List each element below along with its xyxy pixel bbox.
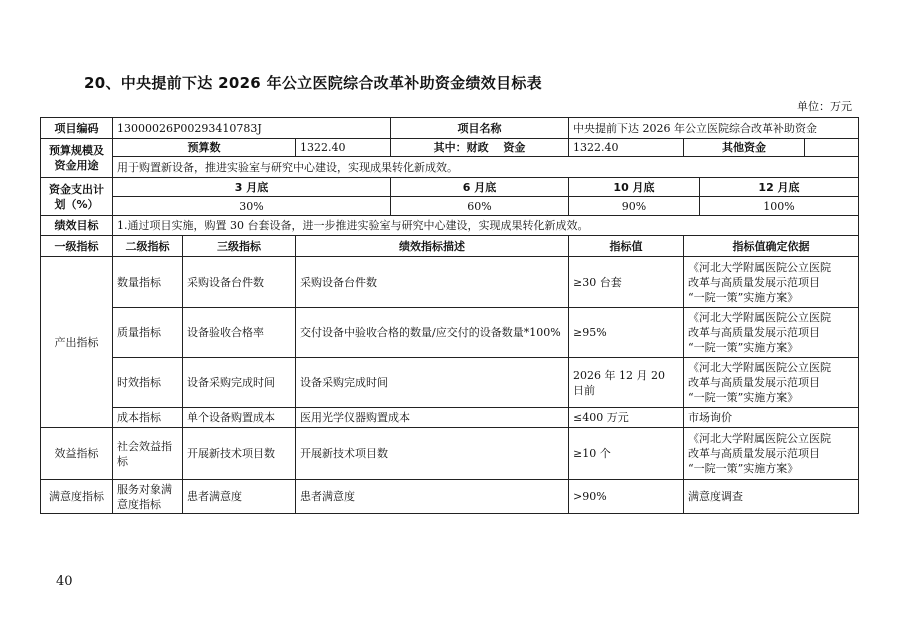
output-basis-quantity [684,257,859,308]
output-level3-timeliness: 设备采购完成时间 [183,358,296,408]
satisfaction-level2 [113,480,183,514]
header-level1: 一级指标 [41,236,113,257]
budget-central-label: 其中：财政 资金 [391,139,569,157]
benefit-level2-line1: 社会效益指 [117,439,172,453]
plan-value-q2: 60% [391,197,569,216]
budget-purpose: 用于购置新设备，推进实验室与研究中心建设，实现成果转化新成效。 [113,157,859,178]
goal-text: 1.通过项目实施，购置 30 台套设备，进一步推进实验室与研究中心建设，实现成果转化新成效。 [113,216,859,236]
page-number: 40 [56,574,73,589]
output-desc-quantity: 采购设备台件数 [296,257,569,308]
goal-row [41,216,859,236]
plan-header-q2: 6 月底 [391,178,569,197]
basis-line: “一院一策”实施方案》 [688,341,799,354]
table-row [41,308,859,358]
output-desc-cost: 医用光学仪器购置成本 [296,408,569,428]
table-row [41,480,859,514]
output-label: 产出指标 [41,257,113,428]
table-row [41,408,859,428]
satisfaction-value: >90% [569,480,684,514]
basis-line: 《河北大学附属医院公立医院 [688,432,831,445]
benefit-label: 效益指标 [41,428,113,480]
output-basis-timeliness [684,358,859,408]
benefit-level2 [113,428,183,480]
budget-purpose-row [41,157,859,178]
basis-line: 《河北大学附属医院公立医院 [688,260,831,274]
output-level3-quality: 设备验收合格率 [183,308,296,358]
budget-label-line2: 资金用途 [54,159,99,172]
header-level2: 二级指标 [113,236,183,257]
budget-amount-label: 预算数 [113,139,296,157]
budget-central-value: 1322.40 [569,139,684,157]
budget-row [41,139,859,157]
project-name-value: 中央提前下达 2026 年公立医院综合改革补助资金 [569,118,859,139]
output-value-quantity: ≥30 台套 [569,257,684,308]
satisfaction-basis: 满意度调查 [684,480,859,514]
satisfaction-label: 满意度指标 [41,480,113,514]
budget-label [41,139,113,178]
project-code-label: 项目编码 [41,118,113,139]
benefit-basis [684,428,859,480]
benefit-value: ≥10 个 [569,428,684,480]
output-desc-quality: 交付设备中验收合格的数量/应交付的设备数量*100% [296,308,569,358]
plan-header-q1: 3 月底 [113,178,391,197]
plan-header-q4: 12 月底 [700,178,859,197]
project-row [41,118,859,139]
output-basis-quality [684,308,859,358]
satisfaction-level2-line1: 服务对象满 [117,482,172,496]
header-level3: 三级指标 [183,236,296,257]
plan-value-q3: 90% [569,197,700,216]
output-level2-cost: 成本指标 [113,408,183,428]
output-level3-cost: 单个设备购置成本 [183,408,296,428]
output-level2-timeliness: 时效指标 [113,358,183,408]
plan-value-q1: 30% [113,197,391,216]
output-desc-timeliness: 设备采购完成时间 [296,358,569,408]
satisfaction-desc: 患者满意度 [296,480,569,514]
header-basis: 指标值确定依据 [684,236,859,257]
satisfaction-level3: 患者满意度 [183,480,296,514]
basis-line: 《河北大学附属医院公立医院 [688,361,831,374]
output-level2-quantity: 数量指标 [113,257,183,308]
plan-header-q3: 10 月底 [569,178,700,197]
output-value-quality: ≥95% [569,308,684,358]
plan-label-line2: 划（%） [54,197,99,211]
plan-label-line1: 资金支出计 [49,182,104,196]
header-value: 指标值 [569,236,684,257]
project-name-label: 项目名称 [391,118,569,139]
output-value-timeliness: 2026 年 12 月 20 日前 [569,358,684,408]
basis-line: “一院一策”实施方案》 [688,290,799,304]
basis-line: “一院一策”实施方案》 [688,391,799,404]
table-row [41,358,859,408]
plan-label [41,178,113,216]
benefit-desc: 开展新技术项目数 [296,428,569,480]
budget-label-line1: 预算规模及 [49,144,104,157]
output-level2-quality: 质量指标 [113,308,183,358]
plan-header-row [41,178,859,197]
output-level3-quantity: 采购设备台件数 [183,257,296,308]
goal-label: 绩效目标 [41,216,113,236]
unit-label: 单位：万元 [797,100,852,113]
satisfaction-level2-line2: 意度指标 [117,497,161,511]
budget-other-value [805,139,859,157]
budget-other-label: 其他资金 [684,139,805,157]
benefit-level2-line2: 标 [117,454,128,468]
basis-line: 改革与高质量发展示范项目 [688,275,820,289]
performance-target-table [40,117,859,514]
table-row [41,428,859,480]
table-row [41,257,859,308]
output-basis-cost: 市场询价 [684,408,859,428]
indicator-header-row [41,236,859,257]
budget-amount-value: 1322.40 [296,139,391,157]
basis-line: 《河北大学附属医院公立医院 [688,311,831,324]
plan-value-row [41,197,859,216]
plan-value-q4: 100% [700,197,859,216]
project-code-value: 13000026P00293410783J [113,118,391,139]
basis-line: 改革与高质量发展示范项目 [688,326,820,339]
basis-line: 改革与高质量发展示范项目 [688,447,820,460]
basis-line: 改革与高质量发展示范项目 [688,376,820,389]
benefit-level3: 开展新技术项目数 [183,428,296,480]
header-desc: 绩效指标描述 [296,236,569,257]
basis-line: “一院一策”实施方案》 [688,462,799,475]
output-value-cost: ≤400 万元 [569,408,684,428]
page-title: 20、中央提前下达 2026 年公立医院综合改革补助资金绩效目标表 [84,74,542,92]
